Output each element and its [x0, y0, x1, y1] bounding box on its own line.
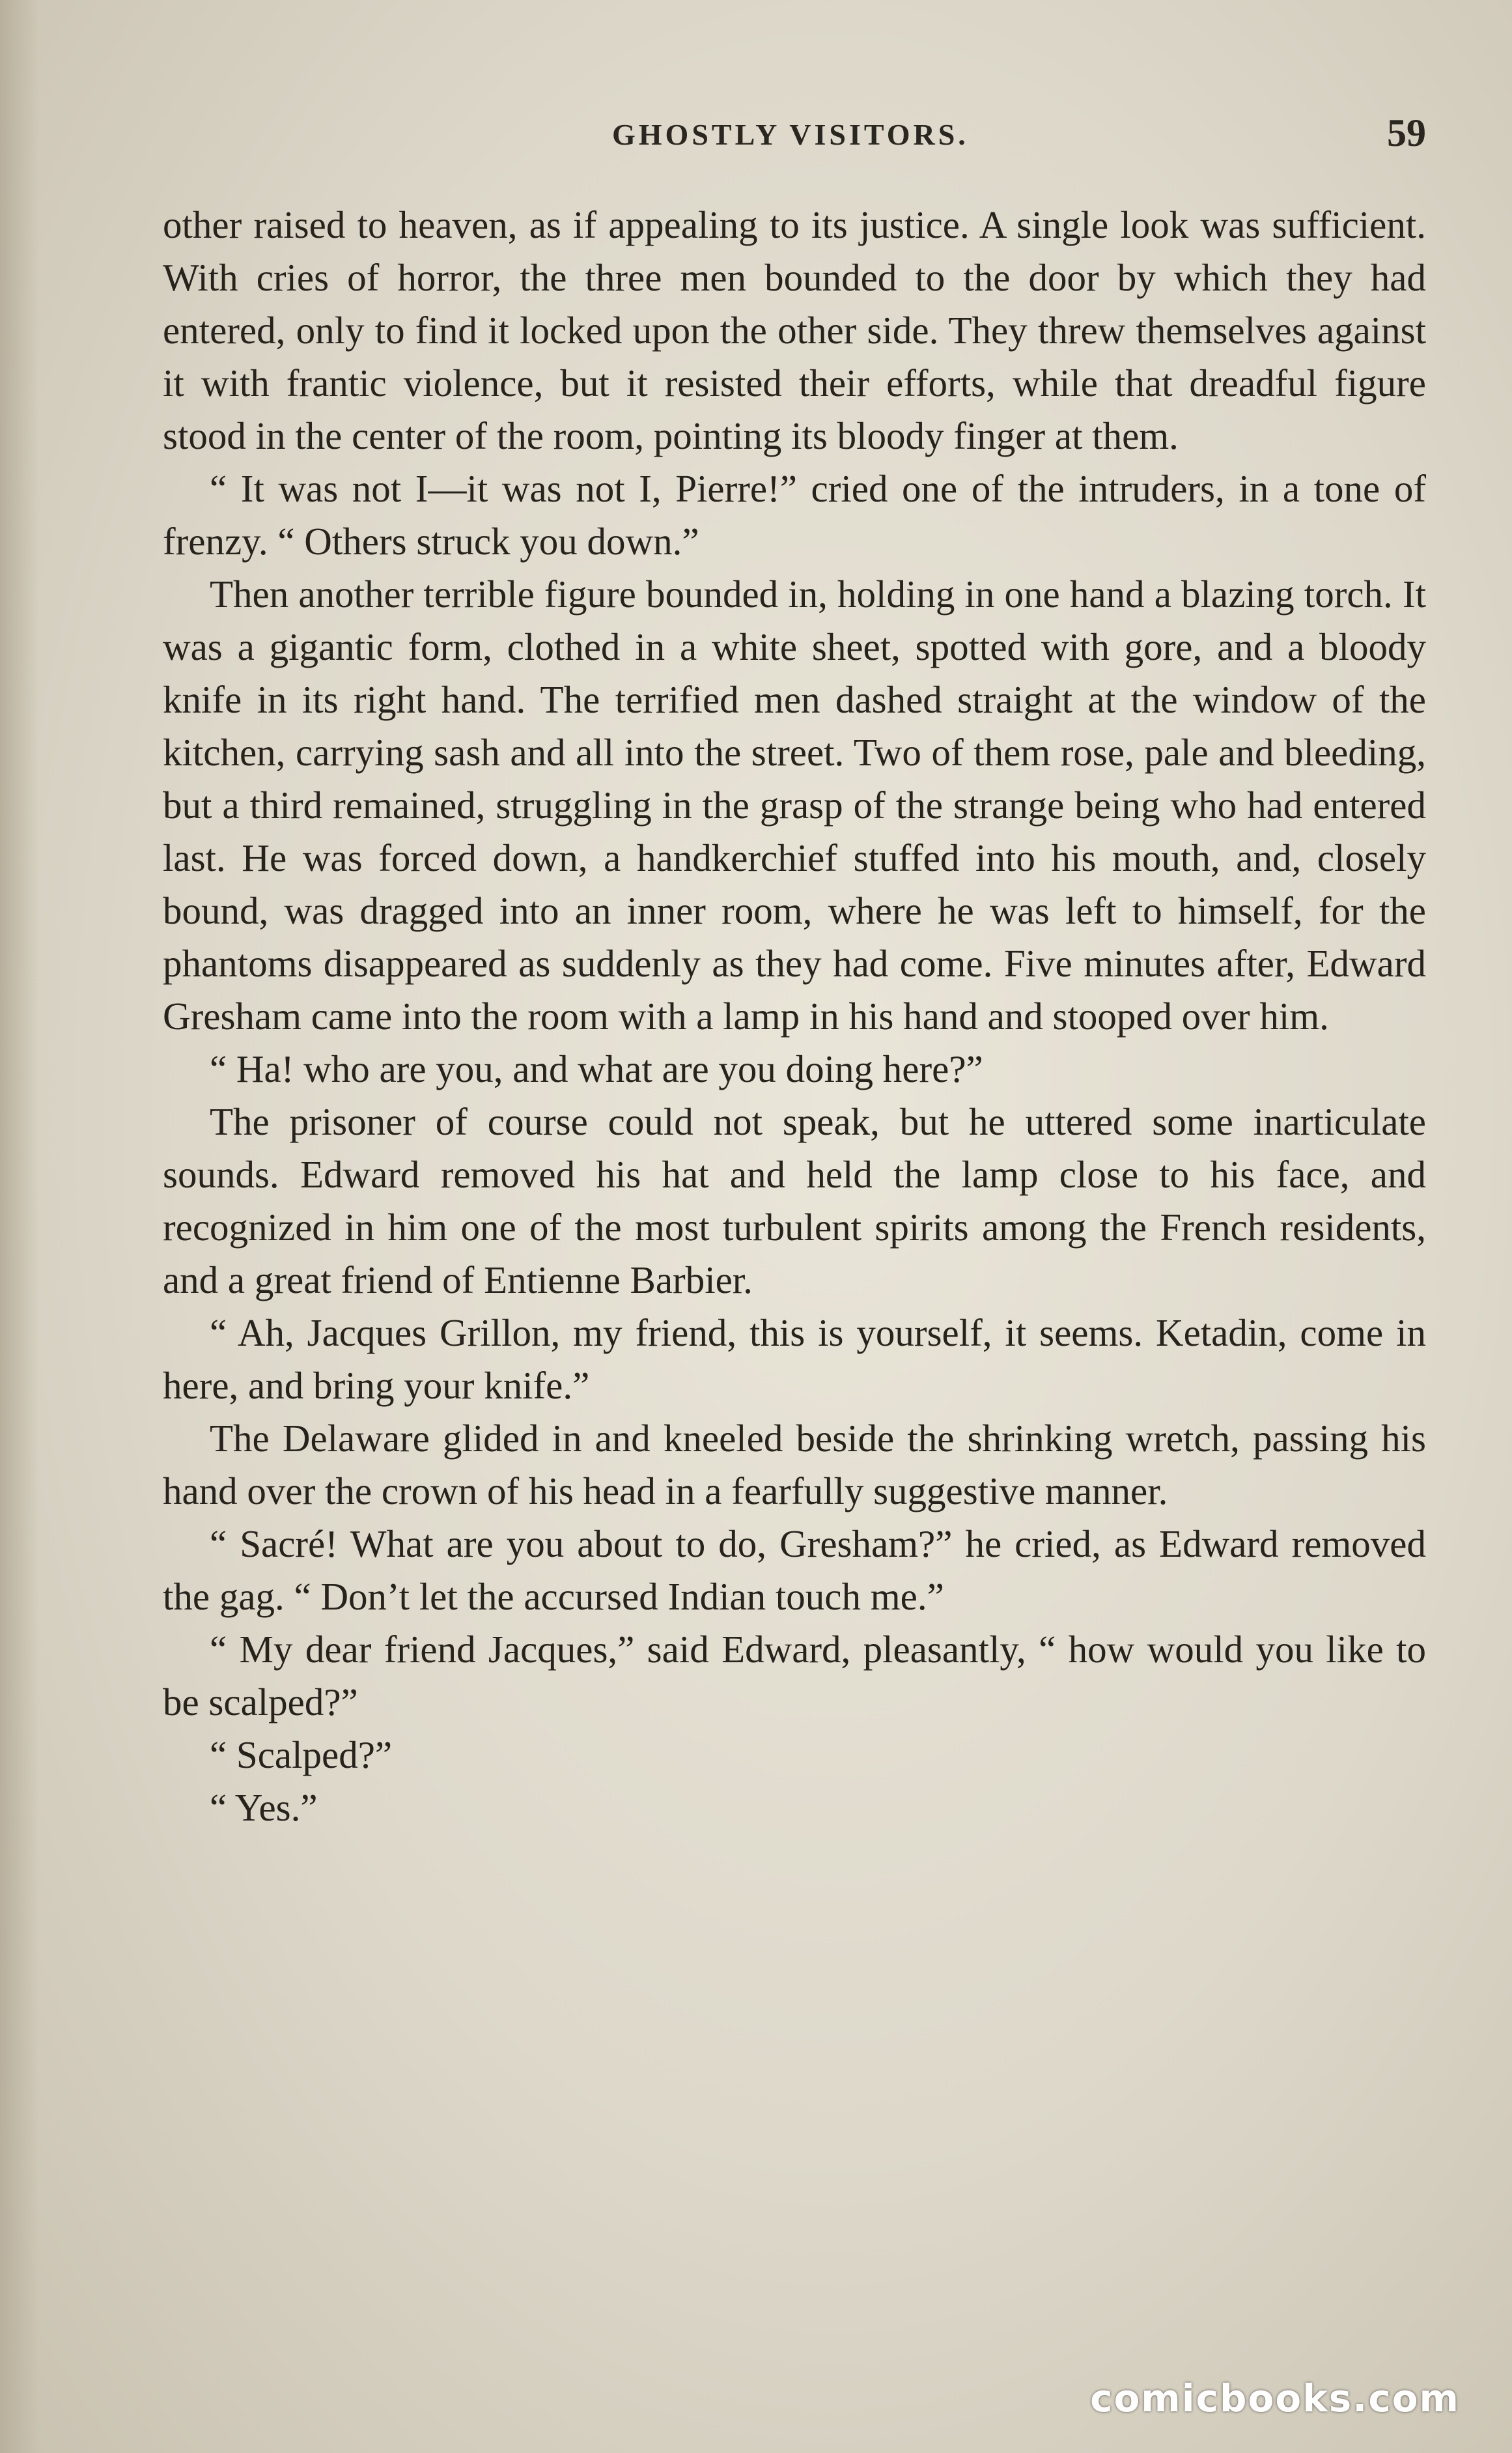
paragraph: Then another terrible figure bounded in, holding in one hand a blazing torch. It was a gigantic form, clothed in a white sheet, spotted with gore, and a bloody knife in its right hand. The terrified men dashed straight at the window of the kitchen, carrying sash and all into the street. Two of them rose, pale and bleeding, but a third remained, struggling in the grasp of the strange being who had entered last. He was forced down, a handkerchief stuffed into his mouth, and, closely bound, was dragged into an inner room, where he was left to himself, for the phantoms disappeared as suddenly as they had come. Five minutes after, Edward Gresham came into the room with a lamp in his hand and stooped over him. [163, 573, 1426, 1038]
paragraph: “ It was not I—it was not I, Pierre!” cried one of the intruders, in a tone of frenzy. “ Others struck you down.” [163, 467, 1426, 563]
paragraph: “ Ha! who are you, and what are you doing here?” [210, 1047, 983, 1090]
paragraph: The Delaware glided in and kneeled beside the shrinking wretch, passing his hand over the crown of his head in a fearfully suggestive manner. [163, 1417, 1426, 1512]
paragraph: “ Ah, Jacques Grillon, my friend, this is yourself, it seems. Ketadin, come in here, and bring your knife.” [163, 1311, 1426, 1407]
page-header [163, 111, 1426, 163]
paragraph: “ Scalped?” [210, 1733, 393, 1776]
running-head: GHOSTLY VISITORS. [612, 118, 969, 151]
body-text [163, 199, 1426, 1834]
paragraph: “ My dear friend Jacques,” said Edward, pleasantly, “ how would you like to be scalped?” [163, 1628, 1426, 1723]
paragraph: “ Yes.” [210, 1786, 318, 1829]
paragraph: other raised to heaven, as if appealing to its justice. A single look was sufficient. With cries of horror, the three men bounded to the door by which they had entered, only to find it locked upon the other side. They threw themselves against it with frantic violence, but it resisted their efforts, while that dreadful figure stood in the center of the room, pointing its bloody finger at them. [163, 203, 1426, 457]
page-number: 59 [1387, 111, 1426, 154]
watermark: comicbooks.com [1090, 2376, 1460, 2420]
paragraph: The prisoner of course could not speak, but he uttered some inarticulate sounds. Edward removed his hat and held the lamp close to his face, and recognized in him one of the most turbulent spirits among the French residents, and a great friend of Entienne Barbier. [163, 1100, 1426, 1301]
paragraph: “ Sacré! What are you about to do, Gresham?” he cried, as Edward removed the gag. “ Don’t let the accursed Indian touch me.” [163, 1522, 1426, 1618]
